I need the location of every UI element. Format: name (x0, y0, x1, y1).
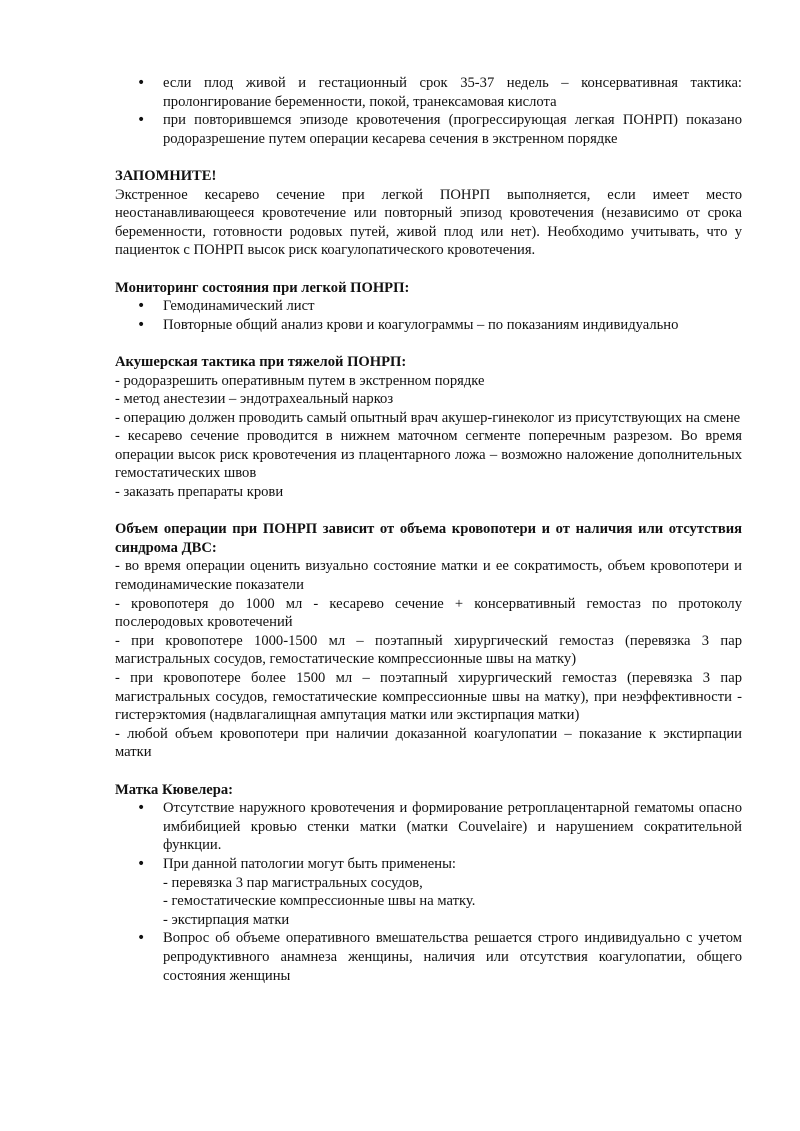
volume-line: - при кровопотере 1000-1500 мл – поэтапный хирургический гемостаз (перевязка 3 пар магистральных сосудов, гемостатические компрессионные швы на матку) (115, 632, 742, 668)
monitoring-heading: Мониторинг состояния при легкой ПОНРП: (115, 279, 410, 296)
list-item: • при повторившемся эпизоде кровотечения (прогрессирующая легкая ПОНРП) показано родоразрешение путем операции кесарева сечения в экстренном порядке (115, 111, 742, 148)
remember-heading: ЗАПОМНИТЕ! (115, 167, 217, 184)
volume-line: - любой объем кровопотери при наличии доказанной коагулопатии – показание к экстирпации матки (115, 725, 742, 761)
list-item-intro: • При данной патологии могут быть применены: (163, 855, 456, 872)
volume-line: - кровопотеря до 1000 мл - кесарево сечение + консервативный гемостаз по протоколу послеродовых кровотечений (115, 595, 742, 631)
sub-item: - перевязка 3 пар магистральных сосудов, (163, 874, 423, 891)
list-item: • Повторные общий анализ крови и коагулограммы – по показаниям индивидуально (115, 316, 742, 335)
sub-item: - гемостатические компрессионные швы на матку. (163, 893, 476, 910)
monitoring-list (115, 297, 742, 334)
severe-line: - кесарево сечение проводится в нижнем маточном сегменте поперечным разрезом. Во время операции высок риск кровотечения из плацентарного ложа – возможно наложение дополнительных гемостатических швов (115, 428, 742, 482)
couvelaire-heading: Матка Кювелера: (115, 781, 234, 798)
intro-bullet-list (115, 74, 742, 148)
list-item: • если плод живой и гестационный срок 35-37 недель – консервативная тактика: пролонгирование беременности, покой, транексамовая кислота (115, 74, 742, 111)
severe-line: - заказать препараты крови (115, 484, 284, 501)
remember-paragraph: Экстренное кесарево сечение при легкой ПОНРП выполняется, если имеет место неостанавливающееся кровотечение или повторный эпизод кровотечения (независимо от срока беременности, готовности родовых путей, живой плод или нет). Необходимо учитывать, что у пациенток с ПОНРП высок риск коагулопатического кровотечения. (115, 186, 742, 259)
severe-line: - родоразрешить оперативным путем в экстренном порядке (115, 372, 485, 389)
list-item: • Отсутствие наружного кровотечения и формирование ретроплацентарной гематомы опасно имбибицией кровью стенки матки (матки Couvelaire) и нарушением сократительной функции. (115, 799, 742, 855)
volume-line: - во время операции оценить визуально состояние матки и ее сократимость, объем кровопотери и гемодинамические показатели (115, 558, 742, 594)
list-item: • Гемодинамический лист (115, 297, 742, 316)
severe-line: - метод анестезии – эндотрахеальный наркоз (115, 391, 394, 408)
list-item: • Вопрос об объеме оперативного вмешательства решается строго индивидуально с учетом репродуктивного анамнеза женщины, наличия или отсутствия коагулопатии, общего состояния женщины (115, 929, 742, 985)
document-page (115, 74, 742, 985)
operation-volume-heading: Объем операции при ПОНРП зависит от объема кровопотери и от наличия или отсутствия синдрома ДВС: (115, 521, 742, 556)
list-item (115, 855, 742, 929)
severe-line: - операцию должен проводить самый опытный врач акушер-гинеколог из присутствующих на смене (115, 409, 741, 426)
couvelaire-list (115, 799, 742, 985)
sub-item: - экстирпация матки (163, 911, 290, 928)
severe-tactics-heading: Акушерская тактика при тяжелой ПОНРП: (115, 353, 407, 370)
volume-line: - при кровопотере более 1500 мл – поэтапный хирургический гемостаз (перевязка 3 пар магистральных сосудов, гемостатические компрессионные швы на матку), при неэффективности - гистерэктомия (надвлагалищная ампутация матки или экстирпация матки) (115, 670, 742, 724)
